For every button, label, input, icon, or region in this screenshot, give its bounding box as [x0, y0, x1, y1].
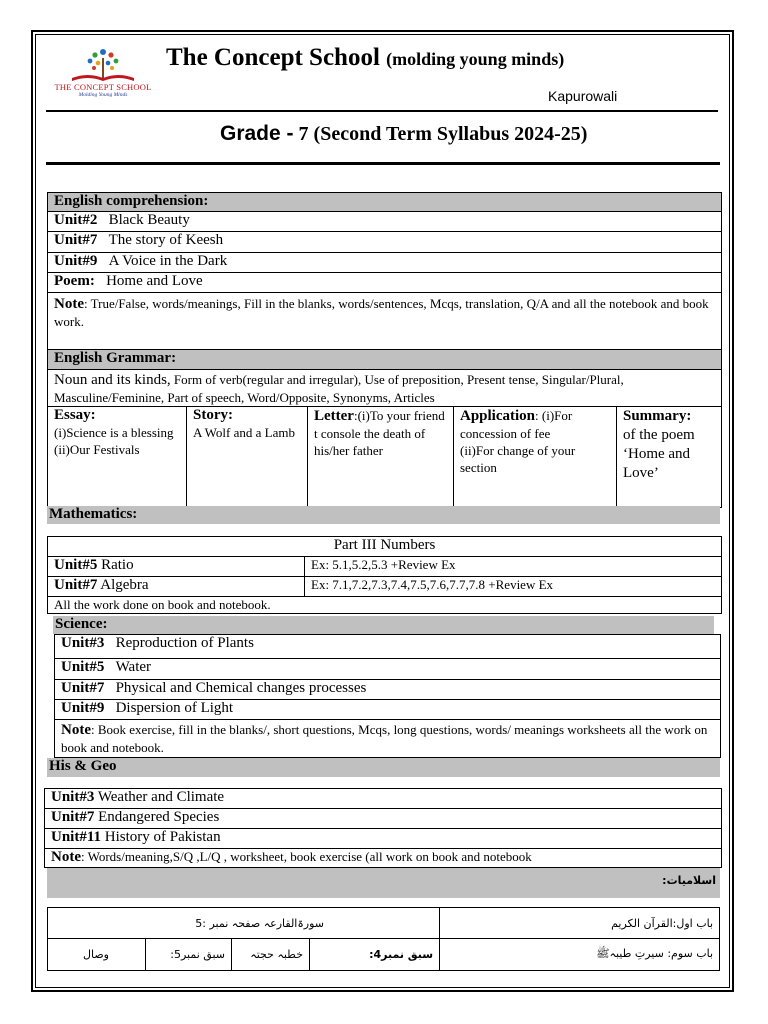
science-row: Unit#9 Dispersion of Light — [55, 700, 721, 720]
comprehension-row: Unit#2 Black Beauty — [48, 212, 722, 232]
mathematics-heading: Mathematics: — [47, 506, 720, 524]
his-geo-row: Unit#3 Weather and Climate — [45, 789, 722, 809]
math-part-title: Part III Numbers — [48, 537, 722, 557]
english-grammar-heading: English Grammar: — [48, 350, 722, 370]
story-cell: Story: A Wolf and a Lamb — [187, 407, 308, 508]
comprehension-row: Unit#9 A Voice in the Dark — [48, 253, 722, 273]
his-geo-table — [44, 788, 722, 868]
islamiyat-chapter-1: باب اول:القرآن الکریم — [440, 908, 720, 939]
science-note: Note: Book exercise, fill in the blanks/, short questions, Mcqs, long questions, words/ meanings worksheets all the work on book and notebook. — [55, 720, 721, 758]
english-comprehension-heading: English comprehension: — [48, 193, 722, 212]
science-heading: Science: — [53, 616, 714, 634]
islamiyat-lesson-wisal: وصال — [48, 939, 146, 971]
science-table — [54, 634, 721, 758]
application-cell: Application: (i)For concession of fee (ii)For change of your section — [454, 407, 617, 508]
grade-word: Grade - — [220, 122, 294, 145]
his-geo-note: Note: Words/meaning,S/Q ,L/Q , worksheet, book exercise (all work on book and notebook — [45, 849, 722, 868]
letter-cell: Letter:(i)To your friend t console the death of his/her father — [308, 407, 454, 508]
islamiyat-lesson-5: سبق نمبر5: — [146, 939, 232, 971]
logo-text: THE CONCEPT SCHOOL — [54, 82, 152, 92]
school-title — [166, 44, 564, 72]
mathematics-table — [47, 536, 722, 614]
english-comprehension-table — [47, 192, 722, 350]
math-footer-note: All the work done on book and notebook. — [48, 597, 722, 614]
summary-cell: Summary: of the poem ‘Home and Love’ — [617, 407, 722, 508]
islamiyat-chapter-3: باب سوم: سیرتِ طیبہﷺ — [440, 939, 720, 971]
science-row: Unit#5 Water — [55, 659, 721, 680]
header-rule-bottom — [46, 162, 720, 165]
math-unit: Unit#5 Ratio — [48, 557, 305, 577]
science-row: Unit#3 Reproduction of Plants — [55, 635, 721, 659]
grade-syllabus: 7 (Second Term Syllabus 2024-25) — [293, 123, 588, 145]
comprehension-note: Note: True/False, words/meanings, Fill in the blanks, words/sentences, Mcqs, translation, Q/A and all the notebook and book work. — [48, 293, 722, 350]
his-geo-row: Unit#7 Endangered Species — [45, 809, 722, 829]
islamiyat-surah: سورۃالقارعہ صفحہ نمبر :5 — [48, 908, 440, 939]
islamiyat-table — [47, 907, 720, 971]
school-motto: (molding young minds) — [386, 49, 565, 69]
his-geo-heading: His & Geo — [47, 758, 720, 777]
header-rule-top — [46, 110, 718, 112]
math-unit: Unit#7 Algebra — [48, 577, 305, 597]
his-geo-row: Unit#11 History of Pakistan — [45, 829, 722, 849]
comprehension-row: Poem: Home and Love — [48, 273, 722, 293]
grade-title — [220, 122, 587, 146]
town-name: Kapurowali — [548, 88, 618, 104]
science-row: Unit#7 Physical and Chemical changes processes — [55, 680, 721, 700]
islamiyat-lesson-4: سبق نمبر4: — [310, 939, 440, 971]
math-exercises: Ex: 5.1,5.2,5.3 +Review Ex — [305, 557, 722, 577]
essay-cell: Essay: (i)Science is a blessing (ii)Our Festivals — [48, 407, 187, 508]
islamiyat-heading: اسلامیات: — [47, 868, 720, 898]
math-exercises: Ex: 7.1,7.2,7.3,7.4,7.5,7.6,7.7,7.8 +Review Ex — [305, 577, 722, 597]
comprehension-row: Unit#7 The story of Keesh — [48, 232, 722, 253]
english-grammar-table — [47, 349, 722, 508]
grammar-topics: Noun and its kinds, Form of verb(regular and irregular), Use of preposition, Present tense, Singular/Plural, Masculine/Feminine, Part of speech, Word/Opposite, Synonyms, Articles — [48, 370, 722, 407]
islamiyat-khutba: خطبہ حجتہ — [232, 939, 310, 971]
logo-motto: Molding Young Minds — [78, 92, 128, 98]
school-name: The Concept School — [166, 44, 380, 71]
